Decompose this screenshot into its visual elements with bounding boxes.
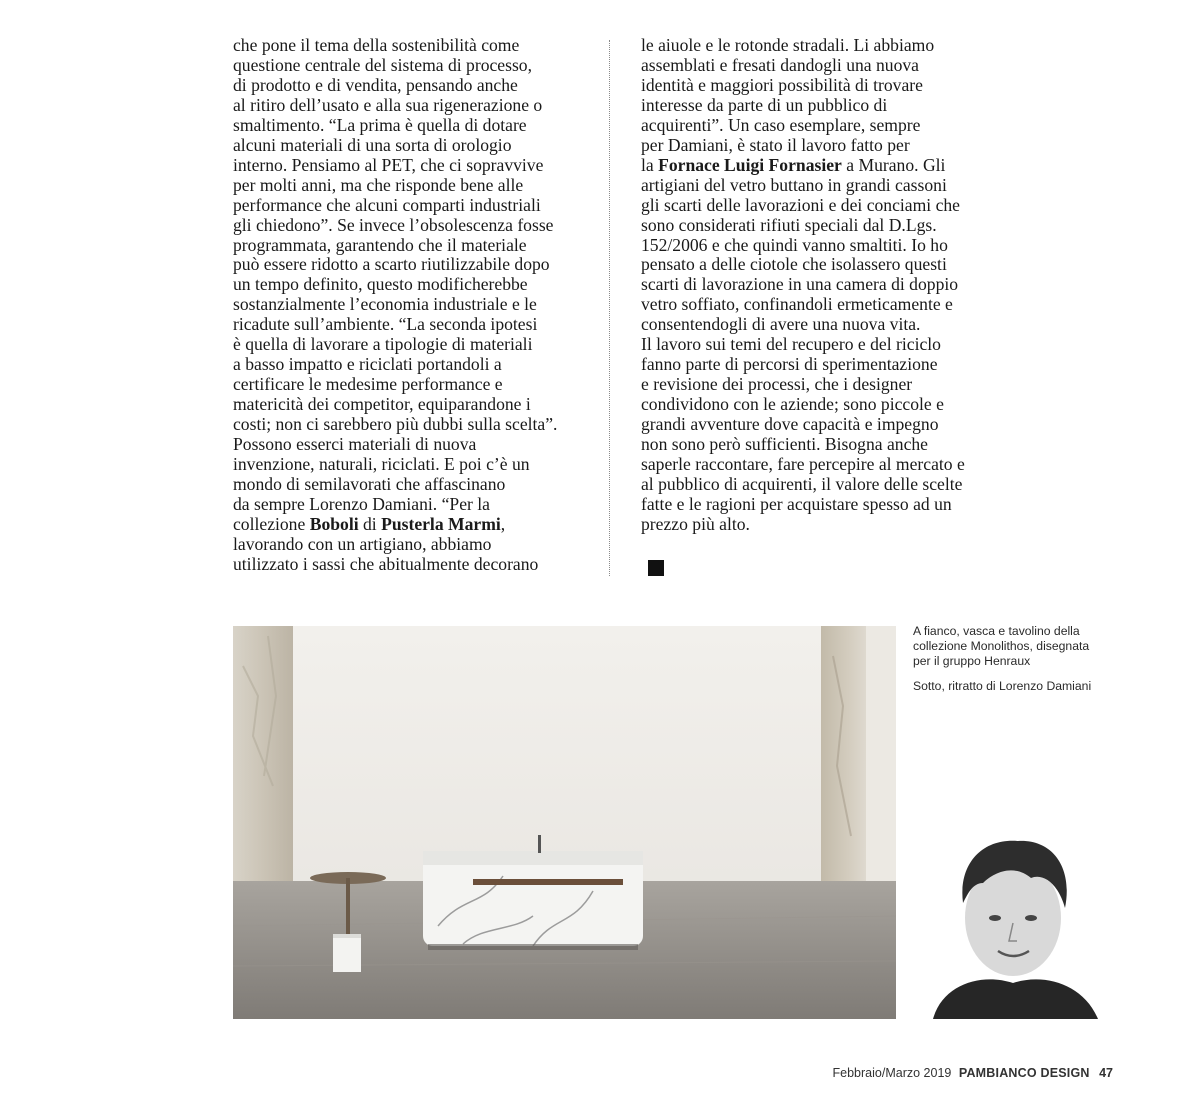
article-line: identità e maggiori possibilità di trovare — [641, 74, 923, 95]
article-line: matericità dei competitor, equiparandone i — [233, 394, 531, 415]
article-line: interno. Pensiamo al PET, che ci sopravvive — [233, 154, 544, 175]
article-line: artigiani del vetro buttano in grandi cassoni — [641, 174, 947, 195]
article-line: vetro soffiato, confinandoli ermeticamente e — [641, 294, 953, 315]
article-line: saperle raccontare, fare percepire al mercato e — [641, 454, 965, 475]
article-column-right — [641, 36, 1001, 535]
article-line: e revisione dei processi, che i designer — [641, 374, 913, 395]
article-line: acquirenti”. Un caso esemplare, sempre — [641, 114, 921, 135]
article-line: performance che alcuni comparti industriali — [233, 194, 541, 215]
article-line: pensato a delle ciotole che isolassero questi — [641, 254, 947, 275]
article-line: prezzo più alto. — [641, 513, 750, 534]
article-line: scarti di lavorazione in una camera di doppio — [641, 274, 959, 295]
article-line: ricadute sull’ambiente. “La seconda ipotesi — [233, 314, 538, 335]
article-line: interesse da parte di un pubblico di — [641, 94, 888, 115]
article-line: programmata, garantendo che il materiale — [233, 234, 527, 255]
article-line: fanno parte di percorsi di sperimentazione — [641, 354, 938, 375]
footer-page-number: 47 — [1099, 1066, 1113, 1080]
article-end-mark — [648, 560, 664, 576]
article-line: per Damiani, è stato il lavoro fatto per — [641, 134, 910, 155]
article-line: questione centrale del sistema di processo, — [233, 54, 532, 75]
article-line: è quella di lavorare a tipologie di materiali — [233, 334, 533, 355]
article-column-left — [233, 36, 593, 575]
article-line: che pone il tema della sostenibilità come — [233, 35, 520, 55]
column-divider — [609, 40, 610, 576]
article-line: la Fornace Luigi Fornasier a Murano. Gli — [641, 154, 946, 175]
article-line: invenzione, naturali, riciclati. E poi c’è un — [233, 454, 530, 475]
article-line: alcuni materiali di una sorta di orologio — [233, 134, 512, 155]
article-line: certificare le medesime performance e — [233, 374, 503, 395]
article-line: smaltimento. “La prima è quella di dotare — [233, 114, 527, 135]
article-line: da sempre Lorenzo Damiani. “Per la — [233, 493, 490, 514]
article-line: sostanzialmente l’economia industriale e le — [233, 294, 537, 315]
article-line: utilizzato i sassi che abitualmente decorano — [233, 553, 539, 574]
article-line: fatte e le ragioni per acquistare spesso ad un — [641, 493, 952, 514]
article-line: mondo di semilavorati che affascinano — [233, 473, 506, 494]
footer-magazine: PAMBIANCO DESIGN — [958, 1066, 1090, 1080]
article-line: può essere ridotto a scarto riutilizzabile dopo — [233, 254, 550, 275]
article-line: lavorando con un artigiano, abbiamo — [233, 533, 492, 554]
article-line: 152/2006 e che quindi vanno smaltiti. Io ho — [641, 234, 948, 255]
article-line: costi; non ci sarebbero più dubbi sulla scelta”. — [233, 414, 558, 435]
article-line: Il lavoro sui temi del recupero e del riciclo — [641, 334, 941, 355]
footer-issue: Febbraio/Marzo — [832, 1066, 921, 1080]
article-line: sono considerati rifiuti speciali dal D.Lgs. — [641, 214, 937, 235]
portrait-photo — [913, 833, 1113, 1019]
article-line: un tempo definito, questo modificherebbe — [233, 274, 528, 295]
article-line: a basso impatto e riciclati portandoli a — [233, 354, 502, 375]
caption-line: Sotto, ritratto di Lorenzo Damiani — [913, 679, 1092, 693]
article-line: per molti anni, ma che risponde bene alle — [233, 174, 524, 195]
article-line: gli chiedono”. Se invece l’obsolescenza fosse — [233, 214, 554, 235]
brand-name: Pusterla Marmi — [381, 513, 501, 534]
article-line: le aiuole e le rotonde stradali. Li abbiamo — [641, 35, 935, 55]
brand-name: Boboli — [309, 513, 359, 534]
article-line: al ritiro dell’usato e alla sua rigenerazione o — [233, 94, 543, 115]
article-line: al pubblico di acquirenti, il valore delle scelte — [641, 473, 963, 494]
article-line: collezione Boboli di Pusterla Marmi, — [233, 513, 506, 534]
caption-line: A fianco, vasca e tavolino della — [913, 624, 1080, 638]
article-line: grandi avventure dove capacità e impegno — [641, 414, 939, 435]
article-line: di prodotto e di vendita, pensando anche — [233, 74, 518, 95]
article-line: non sono però sufficienti. Bisogna anche — [641, 434, 928, 455]
article-line: condividono con le aziende; sono piccole e — [641, 394, 944, 415]
page-footer — [833, 1066, 1113, 1080]
brand-name: Fornace Luigi Fornasier — [658, 154, 842, 175]
article-line: gli scarti delle lavorazioni e dei conciami che — [641, 194, 960, 215]
bathtub-photo — [233, 626, 896, 1019]
article-line: assemblati e fresati dandogli una nuova — [641, 54, 919, 75]
article-line: Possono esserci materiali di nuova — [233, 434, 477, 455]
article-line: consentendogli di avere una nuova vita. — [641, 314, 921, 335]
caption-line: per il gruppo Henraux — [913, 654, 1031, 668]
footer-year: 2019 — [923, 1066, 952, 1080]
photo-caption — [913, 624, 1118, 694]
caption-line: collezione Monolithos, disegnata — [913, 639, 1090, 653]
